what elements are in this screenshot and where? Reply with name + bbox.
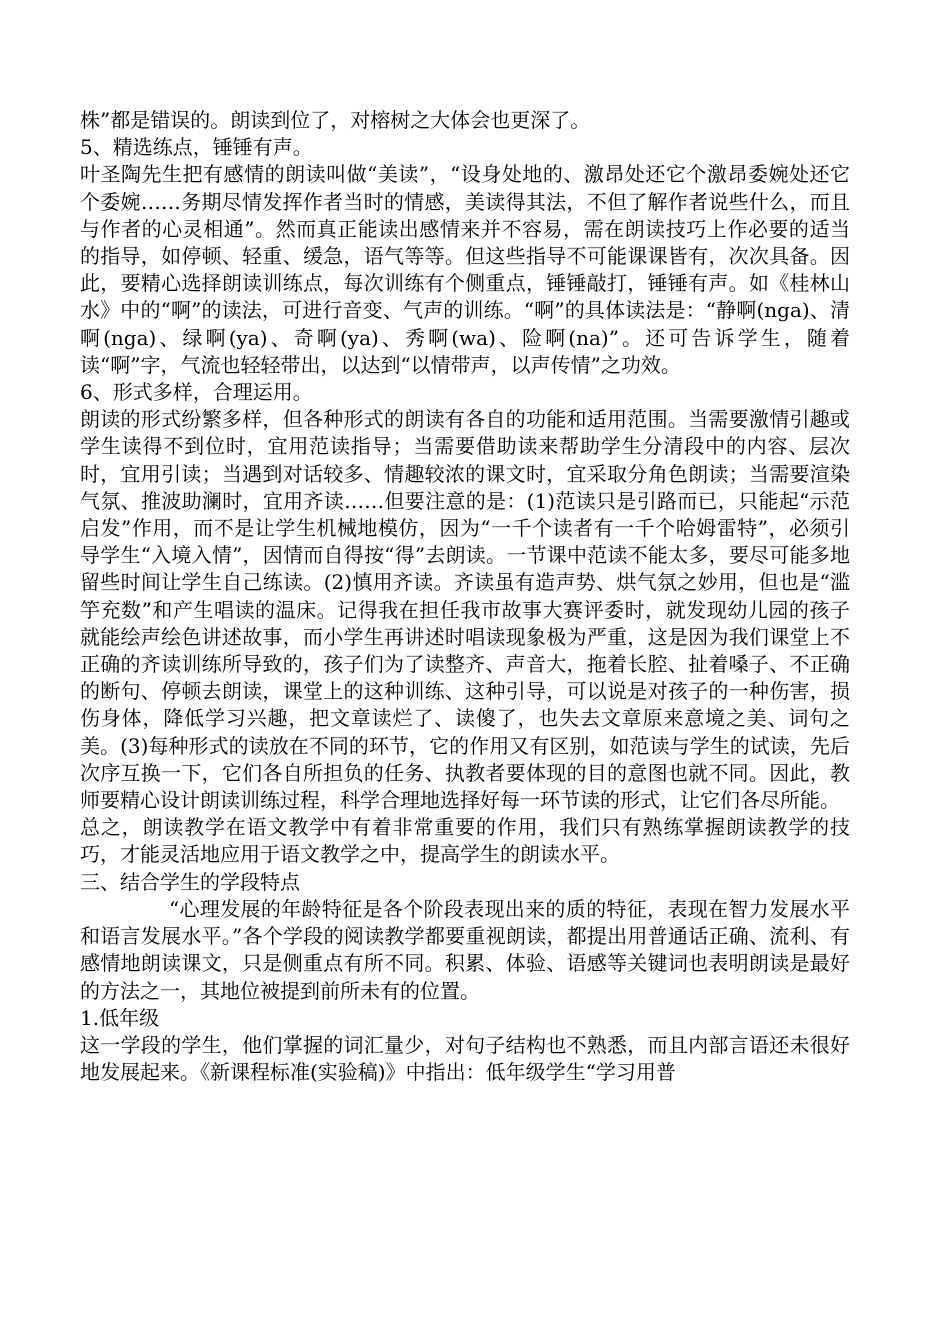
paragraph-continuation: 株”都是错误的。朗读到位了，对榕树之大体会也更深了。: [80, 108, 591, 132]
paragraph-reading-forms: 朗读的形式纷繁多样，但各种形式的朗读有各自的功能和适用范围。当需要激情引趣或学生读得不到位时，宜用范读指导；当需要借助读来帮助学生分清段中的内容、层次时，宜用引读；当遇到对话较多、情趣较浓的课文时，宜采取分角色朗读；当需要渲染气氛、推波助澜时，宜用齐读……但要注意的是：(1)范读只是引路而已，只能起“示范启发”作用，而不是让学生机械地模仿，因为“一千个读者有一千个哈姆雷特”，必须引导学生“入境入情”，因情而自得按“得”去朗读。一节课中范读不能太多，要尽可能多地留些时间让学生自己练读。(2)慎用齐读。齐读虽有造声势、烘气氛之妙用，但也是“滥竽充数”和产生唱读的温床。记得我在担任我市故事大赛评委时，就发现幼儿园的孩子就能绘声绘色讲述故事，而小学生再讲述时唱读现象极为严重，这是因为我们课堂上不正确的齐读训练所导致的，孩子们为了读整齐、声音大，拖着长腔、扯着嗓子、不正确的断句、停顿去朗读，课堂上的这种训练、这种引导，可以说是对孩子的一种伤害，损伤身体，降低学习兴趣，把文章读烂了、读傻了，也失去文章原来意境之美、词句之美。(3)每种形式的读放在不同的环节，它的作用又有区别，如范读与学生的试读，先后次序互换一下，它们各自所担负的任务、执教者要体现的目的意图也就不同。因此，教师要精心设计朗读训练过程，科学合理地选择好每一环节读的形式，让它们各尽所能。: [80, 407, 850, 813]
section-heading-three: 三、结合学生的学段特点: [80, 869, 300, 894]
section-heading-5: 5、精选练点，锤锤有声。: [80, 135, 313, 160]
paragraph-reading-guidance: 叶圣陶先生把有感情的朗读叫做“美读”，“设身处地的、激昂处还它个激昂委婉处还它个委婉……务期尽情发挥作者当时的情感，美读得其法，不但了解作者说些什么，而且与作者的心灵相通”。然而真正能读出感情来并不容易，需在朗读技巧上作必要的适当的指导，如停顿、轻重、缓急，语气等等。但这些指导不可能课课皆有，次次具备。因此，要精心选择朗读训练点，每次训练有个侧重点，锤锤敲打，锤锤有声。如《桂林山水》中的“啊”的读法，可进行音变、气声的训练。“啊”的具体读法是：“静啊(nga)、清啊(nga)、绿啊(ya)、奇啊(ya)、秀啊(wa)、险啊(na)”。还可告诉学生，随着读“啊”字，气流也轻轻带出，以达到“以情带声，以声传情”之功效。: [80, 162, 850, 377]
paragraph-lower-grade: 这一学段的学生，他们掌握的词汇量少，对句子结构也不熟悉，而且内部言语还未很好地发展起来。《新课程标准(实验稿)》中指出：低年级学生“学习用普: [80, 1032, 850, 1085]
paragraph-age-characteristics: “心理发展的年龄特征是各个阶段表现出来的质的特征，表现在智力发展水平和语言发展水平。”各个学段的阅读教学都要重视朗读，都提出用普通话正确、流利、有感情地朗读课文，只是侧重点有所不同。积累、体验、语感等关键词也表明朗读是最好的方法之一，其地位被提到前所未有的位置。: [80, 896, 850, 1003]
document-page: [80, 107, 850, 1086]
paragraph-summary: 总之，朗读教学在语文教学中有着非常重要的作用，我们只有熟练掌握朗读教学的技巧，才能灵活地应用于语文教学之中，提高学生的朗读水平。: [80, 815, 850, 867]
section-heading-6: 6、形式多样，合理运用。: [80, 380, 313, 405]
subsection-heading-lower-grade: 1.低年级: [80, 1005, 160, 1030]
